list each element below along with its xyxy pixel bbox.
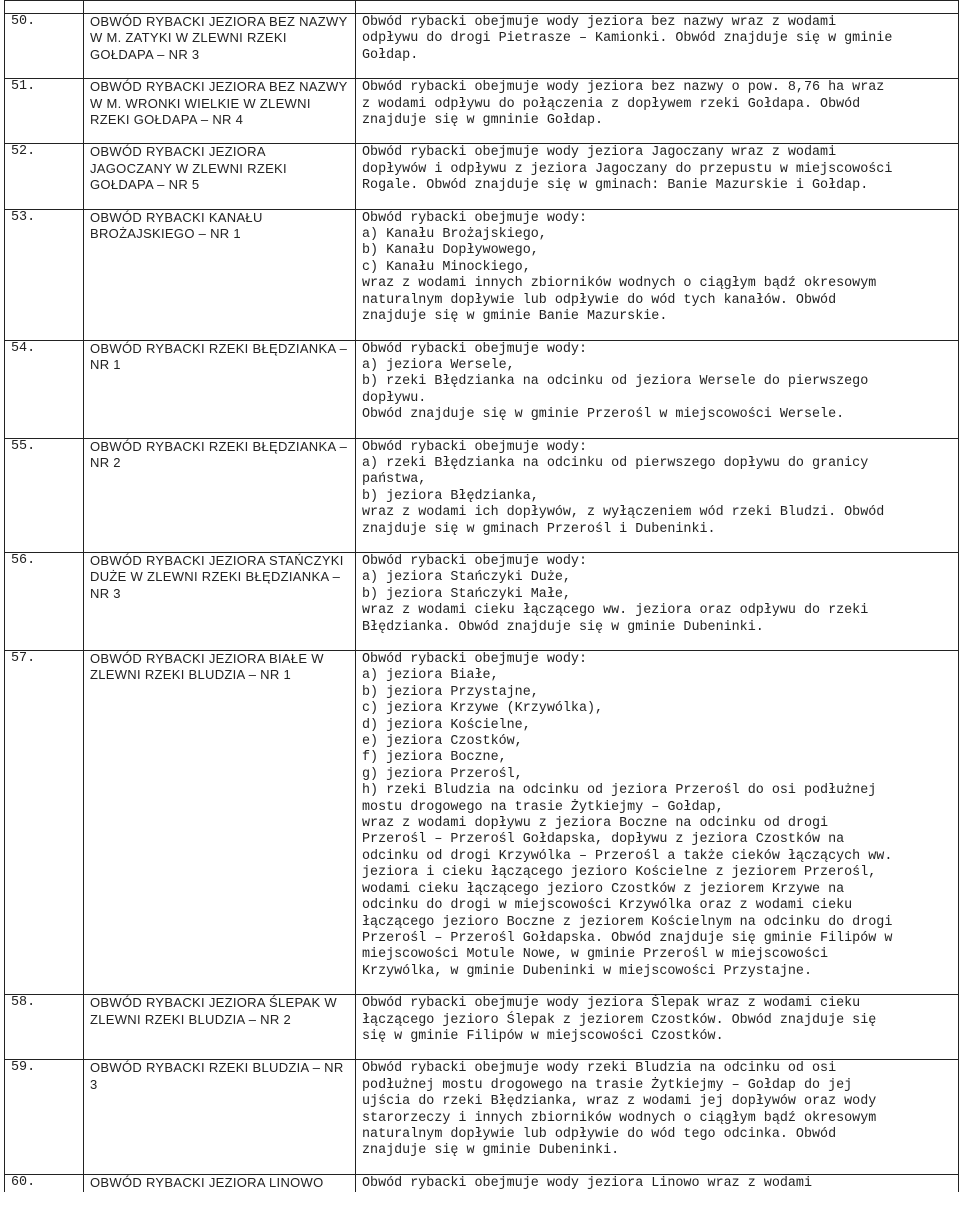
description-line: c) Kanału Minockiego, (362, 259, 531, 275)
district-description (356, 340, 959, 438)
district-name: OBWÓD RYBACKI JEZIORA BIAŁE W ZLEWNI RZEKI BLUDZIA – NR 1 (84, 651, 356, 995)
header-cell-description (356, 1, 959, 14)
description-line: b) jeziora Przystajne, (362, 684, 539, 700)
description-line: odcinku od drogi Krzywólka – Przerośl a także cieków łączących ww. (362, 848, 893, 864)
description-line: a) rzeki Błędzianka na odcinku od pierwszego dopływu do granicy (362, 455, 869, 471)
description-line: łączącego jezioro Boczne z jeziorem Kościelnym na odcinku do drogi (362, 914, 893, 930)
description-line: znajduje się w gminie Banie Mazurskie. (362, 309, 668, 325)
district-name: OBWÓD RYBACKI JEZIORA JAGOCZANY W ZLEWNI RZEKI GOŁDAPA – NR 5 (84, 144, 356, 209)
description-line: dopływu. (362, 390, 427, 406)
description-line: Błędzianka. Obwód znajduje się w gminie Dubeninki. (362, 619, 764, 635)
district-number: 51. (5, 79, 84, 144)
district-description (356, 995, 959, 1060)
header-cell-number (5, 1, 84, 14)
description-line: miejscowości Motule Nowe, w gminie Przerośl w miejscowości (362, 947, 829, 963)
district-number: 53. (5, 209, 84, 340)
district-number: 50. (5, 14, 84, 79)
district-name: OBWÓD RYBACKI JEZIORA BEZ NAZWY W M. ZATYKI W ZLEWNI RZEKI GOŁDAPA – NR 3 (84, 14, 356, 79)
description-line: podłużnej mostu drogowego na trasie Żytkiejmy – Gołdap do jej (362, 1077, 853, 1093)
district-description (356, 209, 959, 340)
district-number: 56. (5, 552, 84, 650)
district-description (356, 1060, 959, 1174)
description-line: łączącego jezioro Ślepak z jeziorem Czostków. Obwód znajduje się (362, 1012, 877, 1028)
table-row (5, 14, 959, 79)
table-row (5, 209, 959, 340)
description-line: naturalnym dopływie lub odpływie do wód tego odcinka. Obwód (362, 1126, 837, 1142)
description-line: wodami cieku łączącego jezioro Czostków z jeziorem Krzywe na (362, 881, 845, 897)
description-line: znajduje się w gminie Dubeninki. (362, 1143, 620, 1159)
description-line: e) jeziora Czostków, (362, 734, 523, 750)
table-row (5, 651, 959, 995)
table-row (5, 79, 959, 144)
fishing-districts-table (4, 0, 959, 1192)
district-description (356, 144, 959, 209)
description-line: Gołdap. (362, 47, 419, 63)
district-name: OBWÓD RYBACKI RZEKI BŁĘDZIANKA – NR 1 (84, 340, 356, 438)
header-cell-name (84, 1, 356, 14)
description-line: Obwód rybacki obejmuje wody jeziora Ślepak wraz z wodami cieku (362, 996, 861, 1012)
description-line: a) jeziora Białe, (362, 668, 499, 684)
description-line: b) jeziora Błędzianka, (362, 488, 539, 504)
district-number: 57. (5, 651, 84, 995)
description-line: państwa, (362, 472, 427, 488)
district-description (356, 79, 959, 144)
description-line: Obwód rybacki obejmuje wody jeziora bez nazwy wraz z wodami (362, 15, 837, 30)
description-line: f) jeziora Boczne, (362, 750, 507, 766)
district-description (356, 651, 959, 995)
description-line: Obwód znajduje się w gminie Przerośl w miejscowości Wersele. (362, 407, 845, 423)
description-line: ujścia do rzeki Błędzianka, wraz z wodami jej dopływów oraz wody (362, 1094, 877, 1110)
description-line: b) jeziora Stańczyki Małe, (362, 586, 571, 602)
description-line: odcinku do drogi w miejscowości Krzywólka oraz z wodami cieku (362, 898, 853, 914)
description-line: Obwód rybacki obejmuje wody jeziora bez nazwy o pow. 8,76 ha wraz (362, 80, 885, 96)
district-description (356, 1174, 959, 1192)
table-body (5, 1, 959, 1193)
table-row (5, 995, 959, 1060)
description-line: jeziora i cieku łączącego jezioro Kościelne z jeziorem Przerośl, (362, 865, 877, 881)
table-row (5, 1060, 959, 1174)
district-number: 60. (5, 1174, 84, 1192)
district-name: OBWÓD RYBACKI RZEKI BŁĘDZIANKA – NR 2 (84, 438, 356, 552)
description-line: d) jeziora Kościelne, (362, 717, 531, 733)
description-line: Obwód rybacki obejmuje wody jeziora Jagoczany wraz z wodami (362, 145, 837, 161)
table-header-row (5, 1, 959, 14)
description-line: Obwód rybacki obejmuje wody: (362, 210, 587, 226)
description-line: Przerośl – Przerośl Gołdapska, dopływu z jeziora Czostków na (362, 832, 845, 848)
description-line: Krzywólka, w gminie Dubeninki w miejscowości Przystajne. (362, 963, 812, 979)
table-row (5, 1174, 959, 1192)
district-description (356, 438, 959, 552)
description-line: wraz z wodami dopływu z jeziora Boczne na odcinku od drogi (362, 816, 829, 832)
district-description (356, 552, 959, 650)
table-row (5, 340, 959, 438)
description-line: się w gminie Filipów w miejscowości Czostków. (362, 1028, 724, 1044)
table-row (5, 552, 959, 650)
description-line: wraz z wodami ich dopływów, z wyłączeniem wód rzeki Bludzi. Obwód (362, 505, 885, 521)
description-line: Przerośl – Przerośl Gołdapska. Obwód znajduje się gminie Filipów w (362, 930, 893, 946)
district-name: OBWÓD RYBACKI JEZIORA LINOWO (84, 1174, 356, 1192)
district-description (356, 14, 959, 79)
description-line: z wodami odpływu do połączenia z dopływem rzeki Gołdapa. Obwód (362, 96, 861, 112)
district-number: 54. (5, 340, 84, 438)
description-line: wraz z wodami cieku łączącego ww. jeziora oraz odpływu do rzeki (362, 603, 869, 619)
description-line: a) Kanału Brożajskiego, (362, 227, 547, 243)
description-line: c) jeziora Krzywe (Krzywólka), (362, 701, 604, 717)
description-line: b) Kanału Dopływowego, (362, 243, 539, 259)
description-line: naturalnym dopływie lub odpływie do wód tych kanałów. Obwód (362, 292, 837, 308)
description-line: g) jeziora Przerośl, (362, 766, 523, 782)
description-line: znajduje się w gminach Przerośl i Dubeninki. (362, 521, 716, 537)
table-row (5, 438, 959, 552)
district-name: OBWÓD RYBACKI RZEKI BLUDZIA – NR 3 (84, 1060, 356, 1174)
description-line: Obwód rybacki obejmuje wody rzeki Bludzia na odcinku od osi (362, 1061, 837, 1077)
description-line: Obwód rybacki obejmuje wody: (362, 341, 587, 357)
description-line: Obwód rybacki obejmuje wody: (362, 553, 587, 569)
description-line: starorzeczy i innych zbiorników wodnych o ciągłym bądź okresowym (362, 1110, 877, 1126)
description-line: odpływu do drogi Pietrasze – Kamionki. Obwód znajduje się w gminie (362, 31, 893, 47)
description-line: a) jeziora Wersele, (362, 357, 515, 373)
description-line: h) rzeki Bludzia na odcinku od jeziora Przerośl do osi podłużnej (362, 783, 877, 799)
description-line: Obwód rybacki obejmuje wody: (362, 652, 587, 667)
table-row (5, 144, 959, 209)
district-number: 55. (5, 438, 84, 552)
description-line: b) rzeki Błędzianka na odcinku od jeziora Wersele do pierwszego (362, 374, 869, 390)
district-name: OBWÓD RYBACKI JEZIORA BEZ NAZWY W M. WRONKI WIELKIE W ZLEWNI RZEKI GOŁDAPA – NR 4 (84, 79, 356, 144)
district-number: 58. (5, 995, 84, 1060)
district-name: OBWÓD RYBACKI JEZIORA STAŃCZYKI DUŻE W ZLEWNI RZEKI BŁĘDZIANKA – NR 3 (84, 552, 356, 650)
description-line: a) jeziora Stańczyki Duże, (362, 570, 571, 586)
district-name: OBWÓD RYBACKI JEZIORA ŚLEPAK W ZLEWNI RZEKI BLUDZIA – NR 2 (84, 995, 356, 1060)
description-line: Rogale. Obwód znajduje się w gminach: Banie Mazurskie i Gołdap. (362, 178, 869, 194)
description-line: Obwód rybacki obejmuje wody jeziora Linowo wraz z wodami (362, 1175, 812, 1191)
district-name: OBWÓD RYBACKI KANAŁU BROŻAJSKIEGO – NR 1 (84, 209, 356, 340)
description-line: mostu drogowego na trasie Żytkiejmy – Gołdap, (362, 799, 724, 815)
district-number: 52. (5, 144, 84, 209)
description-line: znajduje się w gmninie Gołdap. (362, 113, 604, 129)
description-line: dopływów i odpływu z jeziora Jagoczany do przepustu w miejscowości (362, 161, 893, 177)
district-number: 59. (5, 1060, 84, 1174)
description-line: Obwód rybacki obejmuje wody: (362, 439, 587, 455)
description-line: wraz z wodami innych zbiorników wodnych o ciągłym bądź okresowym (362, 276, 877, 292)
